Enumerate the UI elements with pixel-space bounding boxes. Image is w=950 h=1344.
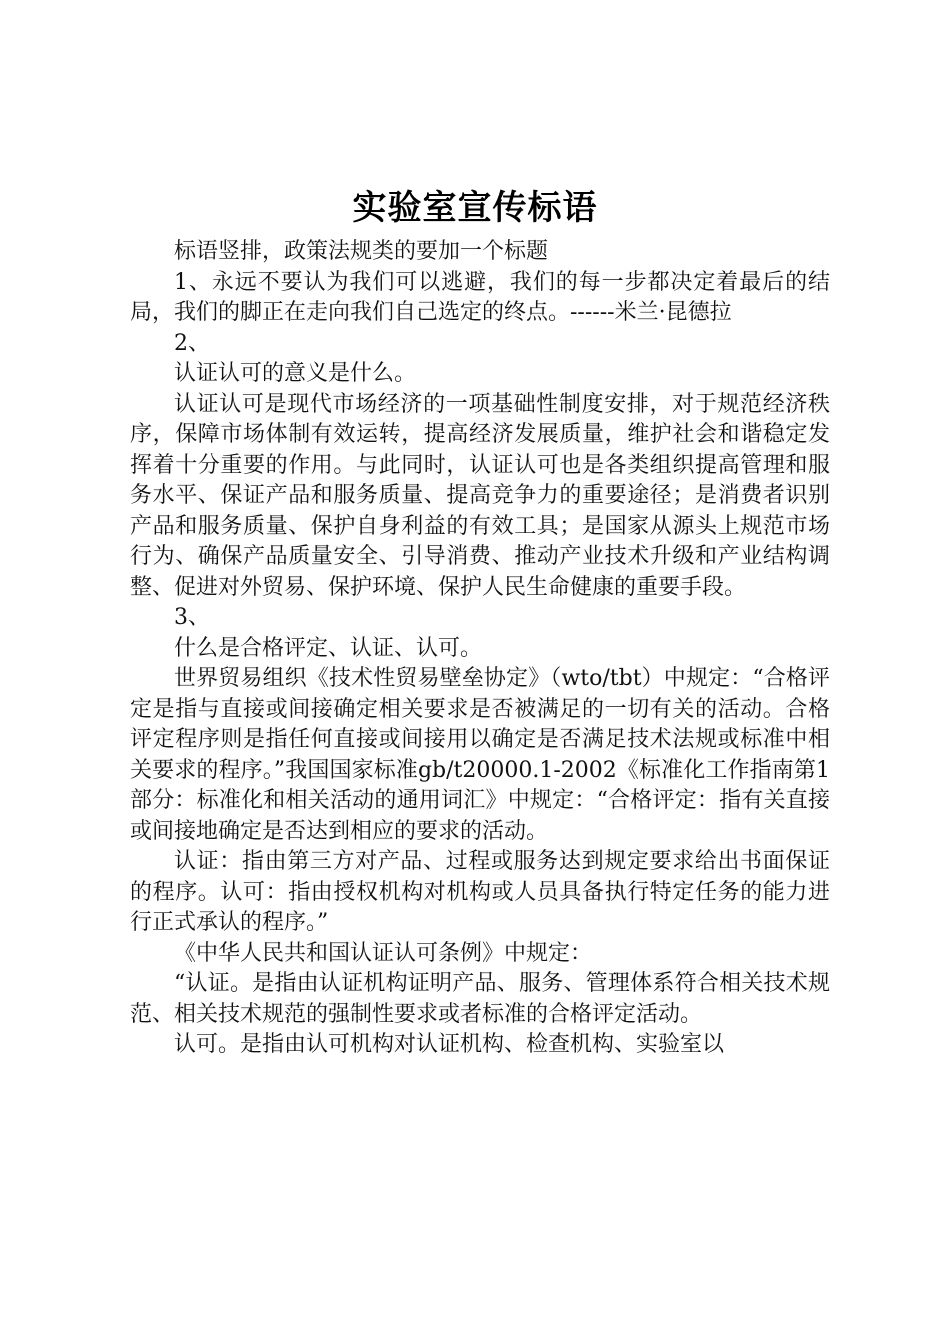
paragraph: 认证认可的意义是什么。 bbox=[174, 361, 417, 386]
paragraph: 认证：指由第三方对产品、过程或服务达到规定要求给出书面保证的程序。认可：指由授权机构对机构或人员具备执行特定任务的能力进行正式承认的程序。” bbox=[130, 849, 830, 935]
paragraph: 2、 bbox=[174, 330, 210, 356]
paragraph: 标语竖排，政策法规类的要加一个标题 bbox=[174, 239, 549, 264]
paragraph: 什么是合格评定、认证、认可。 bbox=[174, 635, 483, 661]
document-body bbox=[130, 237, 830, 1061]
paragraph: “认证。是指由认证机构证明产品、服务、管理体系符合相关技术规范、相关技术规范的强制性要求或者标准的合格评定活动。 bbox=[130, 971, 830, 1027]
paragraph: 3、 bbox=[174, 605, 210, 630]
document-title: 实验室宣传标语 bbox=[352, 188, 598, 228]
paragraph: 1、永远不要认为我们可以逃避，我们的每一步都决定着最后的结局，我们的脚正在走向我们自己选定的终点。------米兰·昆德拉 bbox=[130, 269, 830, 325]
paragraph: 《中华人民共和国认证认可条例》中规定： bbox=[174, 940, 593, 966]
paragraph: 认可。是指由认可机构对认证机构、检查机构、实验室以 bbox=[174, 1032, 725, 1057]
paragraph: 世界贸易组织《技术性贸易壁垒协定》（wto/tbt）中规定：“合格评定是指与直接或间接确定相关要求是否被满足的一切有关的活动。合格评定程序则是指任何直接或间接用以确定是否满足技术法规或标准中相关要求的程序。”我国国家标准gb/t20000.1-2002《标准化工作指南第1部分：标准化和相关活动的通用词汇》中规定：“合格评定：指有关直接或间接地确定是否达到相应的要求的活动。 bbox=[130, 666, 830, 844]
paragraph: 认证认可是现代市场经济的一项基础性制度安排，对于规范经济秩序，保障市场体制有效运转，提高经济发展质量，维护社会和谐稳定发挥着十分重要的作用。与此同时，认证认可也是各类组织提高管理和服务水平、保证产品和服务质量、提高竞争力的重要途径；是消费者识别产品和服务质量、保护自身利益的有效工具；是国家从源头上规范市场行为、确保产品质量安全、引导消费、推动产业技术升级和产业结构调整、促进对外贸易、保护环境、保护人民生命健康的重要手段。 bbox=[130, 391, 830, 600]
